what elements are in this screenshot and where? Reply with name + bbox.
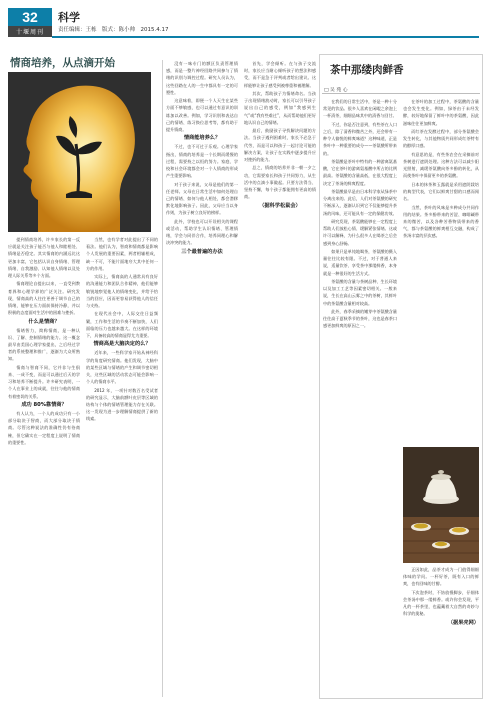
paragraph: 情商理论自提出以来，一直受到教育界和心理学界的广泛关注。研究发现，情商高的人往往更善于调节自己的情绪，能够在压力面前保持冷静，并以积极的态度面对生活中的困难与挫折。 <box>8 281 80 316</box>
article-column-1 <box>8 236 80 696</box>
paragraph: 首先，学会倾听。在与孩子交流时，家长应当耐心倾听孩子的想法和感受，而不是急于评判或者给出建议。这样能够让孩子感受到被尊重和被理解。 <box>244 61 316 88</box>
head-silhouette-with-sprout-icon <box>8 72 151 232</box>
article-title: 情商培养，从点滴开始 <box>10 57 115 69</box>
article-source: （据科学松鼠会） <box>259 202 301 209</box>
paragraph: 当然，也有学者对此提出了不同的看法。他们认为，智商和情商都是影响个人发展的重要因素，两者相辅相成，缺一不可，不能片面地夸大其中任何一方的作用。 <box>86 237 158 271</box>
edit-info: 责任编辑：王栋 版式：陈小帅 2015.4.17 <box>58 27 169 33</box>
tea-cups-on-tray-icon <box>403 447 479 563</box>
side-article-column-2 <box>403 98 479 443</box>
paragraph: 有人认为，一个人的成功只有一小部分取决于智商，而大部分取决于情商。尽管这种说法的准确性仍有待商榷，但它确实在一定程度上说明了情商的重要性。 <box>8 411 80 445</box>
paragraph: 而红茶在发酵过程中，部分茶氨酸会发生转化，与其他物质共同形成红茶特有的醇厚口感。 <box>403 129 479 149</box>
subheading: 情商能培养么？ <box>183 135 221 142</box>
paragraph: 日本的抹茶和玉露就是采用遮阴栽培的典型代表，它们以鲜爽甘甜的口感而闻名。 <box>403 181 479 202</box>
paragraph: 茶氨酸的含量与茶树品种、生长环境以及加工工艺等因素密切相关。一般来说，生长在高山云雾之中的茶树，其鲜叶中的茶氨酸含量相对较高。 <box>323 279 397 306</box>
paragraph: 实际上，情商高的人通常具有良好的沟通能力和团队合作精神，他们能够敏锐地察觉他人的情绪变化，并给予恰当的回应，因而更容易获得他人的信任与支持。 <box>86 274 158 309</box>
side-article-column-1 <box>323 98 397 698</box>
paragraph: 有意思的是，有些茶农会在采摘前对茶树进行遮阴处理。这种方法可以减少阳光照射，减缓茶氨酸向茶多酚的转化，从而使茶叶中保留更多的茶氨酸。 <box>403 151 479 179</box>
paragraph: 在现代社会中，人际交往日益频繁，工作和生活的节奏不断加快，人们面临的压力也越来越大。在这样的环境下，具备较高的情商显得尤为重要。 <box>86 311 158 339</box>
paragraph: 最后，鼓励孩子寻找解决问题的方法。当孩子遇到困难时，家长不必急于代劳，而是可以和孩子一起讨论可能的解决方案，让孩子在实践中逐步提升应对挫折的能力。 <box>244 128 316 163</box>
paragraph: 此外，学校也可以开设相关的课程或活动，帮助学生认识情绪、管理情绪，学会与同伴合作，培养同理心和解决冲突的能力。 <box>166 218 238 246</box>
paragraph: 提到情商培养，许多家长的第一反应就是关注孩子能否与他人和睦相处、情绪是否稳定。其实情商的内涵远比这更加丰富，它包括认识自身情绪、管理情绪、自我激励、认知他人情绪以及处理人际关系等多个方面。 <box>8 237 80 279</box>
subheading: 情商高是大脑决定的么？ <box>93 341 151 348</box>
paragraph: 下次泡茶时，不妨放慢脚步，仔细体会茶汤中那一缕鲜香。或许你会发现，平凡的一杯茶里，也蕴藏着大自然的奇妙与科学的奥秘。 <box>403 589 479 617</box>
paragraph: 茶氨酸是茶叶中特有的一种游离氨基酸，它在茶叶的游离氨基酸中所占的比例最高。茶氨酸的含量高低，在很大程度上决定了茶汤的鲜爽程度。 <box>323 159 397 186</box>
paragraph: 总之，情商的培养并非一朝一夕之功，它需要家长和孩子共同努力，从生活中的点滴小事做起。只要方法得当、坚持不懈，每个孩子都能拥有更高的情商。 <box>244 165 316 200</box>
article-column-3 <box>166 60 238 700</box>
paragraph: 对于孩子来说，父母是他们的第一任老师。父母在日常生活中如何处理自己的情绪、如何与他人相处，都会潜移默化地影响孩子。因此，父母应当以身作则，为孩子树立良好的榜样。 <box>166 181 238 216</box>
header-divider <box>52 36 479 38</box>
side-article-author: □ 吴 苑 心 <box>324 88 348 93</box>
paragraph: 2012 年，一项针对数百名受试者的研究显示，大脑前额叶皮层等区域的结构与个体的情绪管理能力存在关联。这一发现为进一步理解情商提供了新的线索。 <box>86 387 158 422</box>
paragraph: 不过，也不可过于乐观。心理学家指出，情商的培养是一个长期而缓慢的过程，需要持之以恒的努力。家庭、学校和社会环境都会对一个人情商的形成产生重要影响。 <box>166 144 238 179</box>
paper-tag: 十堰周刊 <box>8 26 52 37</box>
side-article-column-3 <box>403 566 479 699</box>
paragraph: 其次，帮助孩子为情绪命名。当孩子出现情绪波动时，家长可以引导孩子说出自己的感受，例如“我感到生气”或“我有些难过”，从而帮助他们更好地认识自己的情绪。 <box>244 91 316 125</box>
article-column-4 <box>244 60 316 700</box>
paragraph: 在我们的日常生活中，茶是一种十分常见的饮品。很多人喜欢在闲暇之余泡上一杯清茶，细细品味其中的清香与回甘。 <box>323 99 397 119</box>
paragraph: 茶氨酸最早是由日本科学家从绿茶中分离出来的。此后，人们对茶氨酸的研究不断深入，逐渐认识到它不仅能够提升茶汤的风味，还可能具有一定的保健功效。 <box>323 189 397 216</box>
subheading: 三个最普遍的办法 <box>181 248 223 255</box>
article-column-2 <box>86 236 158 696</box>
paragraph: 情商与智商不同，它并非与生俱来、一成不变，而是可以通过后天的学习和培养不断提升。许多研究表明，一个人在事业上的成就，往往与他的情商有着密切的关系。 <box>8 364 80 399</box>
paragraph: 研究发现，茶氨酸能够在一定程度上帮助人们放松心情、缓解紧张情绪。这或许可以解释，为什么很多人在喝茶之后会感到身心舒畅。 <box>323 219 397 246</box>
subheading: 成功 80%靠情商？ <box>21 402 67 409</box>
page-number: 32 <box>8 8 52 26</box>
paragraph: 情绪智力，简称情商，是一种认识、了解、控制情绪的能力。这一概念最早由美国心理学家提出，之后经过学者的系统整理和推广，逐渐为大众所熟知。 <box>8 327 80 362</box>
subheading: 什么是情商？ <box>28 318 60 325</box>
paragraph: 近年来，一些科学家开始从神经科学的角度研究情商。他们发现，大脑中的某些区域与情绪的产生和调节密切相关，这些区域的活动状态可能会影响一个人的情商水平。 <box>86 350 158 385</box>
paragraph: 当然，茶叶的风味是多种成分共同作用的结果。茶多酚带来的苦涩、咖啡碱带来的微苦，以及各种芳香物质带来的香气，都与茶氨酸的鲜爽相互交融，构成了茶汤丰富的层次感。 <box>403 204 479 239</box>
paragraph: 不过，你是否注意到，有些茶在入口之后，除了清香和微苦之外，还会带有一种令人愉悦的鲜爽味道？这种味道，正是茶叶中一种重要的成分——茶氨酸所带来的。 <box>323 121 397 156</box>
column-divider <box>162 60 163 697</box>
paragraph: 这意味着，即便一个人天生在某些方面不够敏感，也可以通过有意识的训练加以改善。例如，学习识别和表达自己的情绪、练习换位思考等，都有助于提升情商。 <box>166 98 238 133</box>
paragraph: 如果只是单纯地喝茶，茶氨酸的摄入量往往比较有限。不过，对于普通人来说，适量饮茶、享受茶中那缕鲜香，本身就是一种很好的生活方式。 <box>323 249 397 276</box>
paragraph: 在茶叶的加工过程中，茶氨酸的含量也会发生变化。例如，绿茶由于未经发酵，较好地保留了鲜叶中的茶氨酸，因此滋味往往更加鲜爽。 <box>403 99 479 126</box>
side-article-divider <box>322 93 480 94</box>
side-article-title: 茶中那缕肉鲜香 <box>330 64 404 76</box>
article-source: （据果壳网） <box>447 619 479 626</box>
paragraph: 正因如此，品茶才成为一门值得细细体味的学问。一杯好茶，既有入口的鲜爽，也有回味的甘醇。 <box>403 567 479 587</box>
paragraph: 此外，春季采摘的嫩芽中茶氨酸含量往往高于夏秋季节的茶叶，这也是春茶口感更加鲜爽的原因之一。 <box>323 309 397 329</box>
paragraph: 没有一味专门的额区负责管理情感，而是一整片神经回路共同参与了情绪的识别与调控过程。研究人员认为，这些回路在人的一生中都具有一定的可塑性。 <box>166 61 238 95</box>
section-title: 科学 <box>58 11 80 24</box>
